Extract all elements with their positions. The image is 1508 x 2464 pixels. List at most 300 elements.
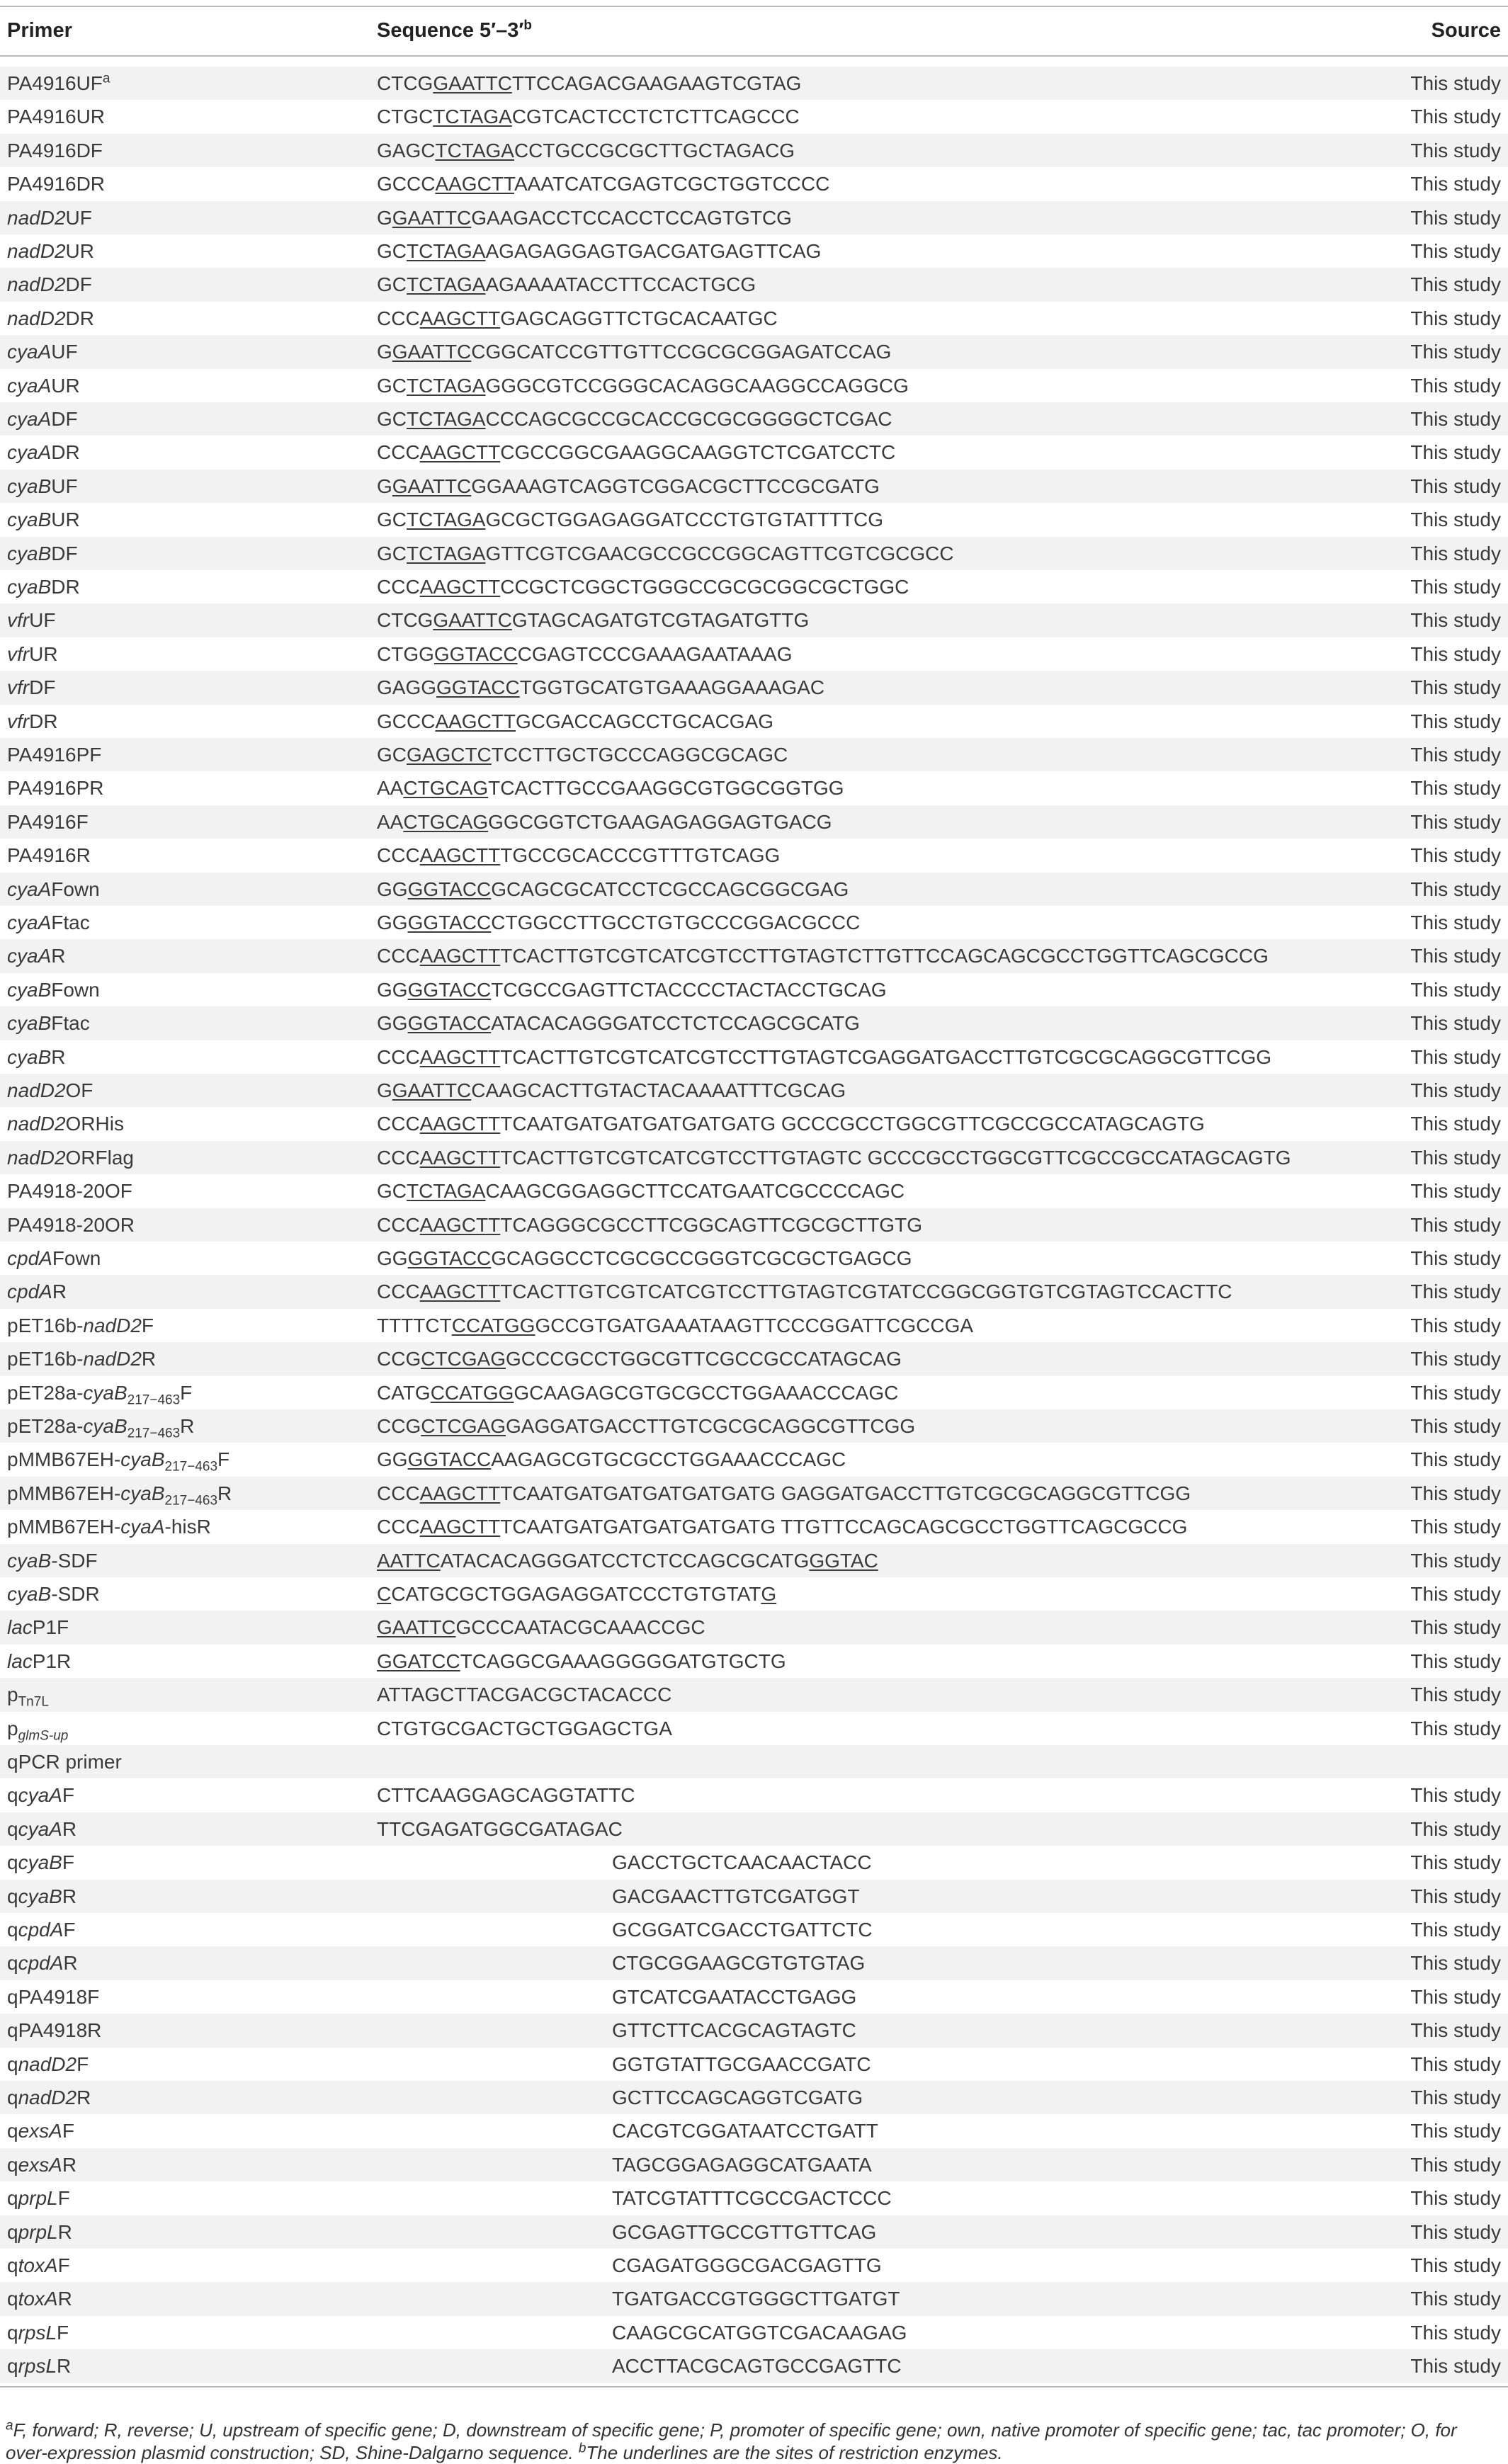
primer-sequence: GGAATTCGGAAAGTCAGGTCGGACGCTTCCGCGATG [377, 475, 880, 497]
primer-name: PA4916UR [7, 106, 106, 128]
primer-name: cyaB-SDR [7, 1583, 100, 1605]
primer-sequence: CCCAAGCTTTCAATGATGATGATGATGATG GAGGATGACCTTGTCGCGCAGGCGTTCGG [377, 1482, 1191, 1504]
primer-name: pMMB67EH-cyaB$_{217-463}$R [7, 1482, 232, 1509]
primer-source: This study [1410, 475, 1501, 497]
table-row [0, 268, 1508, 301]
primer-sequence: TGATGACCGTGGGCTTGATGT [612, 2288, 900, 2310]
primer-source: This study [1410, 844, 1501, 867]
primer-sequence: GGATCCTCAGGCGAAAGGGGGATGTGCTG [377, 1650, 786, 1672]
primer-sequence: GTCATCGAATACCTGAGG [612, 1985, 857, 2008]
primer-sequence: CCCAAGCTTCCGCTCGGCTGGGCCGCGCGGCGCTGGC [377, 576, 909, 598]
primer-source: This study [1410, 810, 1501, 833]
table-row [0, 503, 1508, 536]
primer-sequence: GAATTCGCCCAATACGCAAACCGC [377, 1616, 705, 1639]
table-row [0, 1712, 1508, 1745]
restriction-site: GGTAC [809, 1549, 878, 1572]
primer-source: This study [1410, 1784, 1501, 1807]
primer-source: This study [1410, 2019, 1501, 2042]
table-row [0, 2349, 1508, 2383]
primer-sequence: CATGCCATGGGCAAGAGCGTGCGCCTGGAAACCCAGC [377, 1381, 899, 1404]
primer-name: nadD2DF [7, 273, 92, 296]
primer-source: This study [1410, 1516, 1501, 1538]
primer-sequence: CCCAAGCTTTCACTTGTCGTCATCGTCCTTGTAGTC GCCCGCCTGGCGTTCGCCGCCATAGCAGTG [377, 1146, 1291, 1169]
restriction-site: AAGCTT [419, 1281, 501, 1303]
primer-sequence: GCCCAAGCTTGCGACCAGCCTGCACGAG [377, 710, 774, 732]
table-row [0, 603, 1508, 637]
primer-name: PA4916PR [7, 777, 104, 800]
primer-name: PA4916R [7, 844, 91, 867]
restriction-site: AAGCTT [419, 945, 501, 967]
primer-name: cyaBFown [7, 978, 100, 1001]
primer-sequence: GCCCAAGCTTAAATCATCGAGTCGCTGGTCCCC [377, 173, 830, 195]
primer-source: This study [1410, 978, 1501, 1001]
restriction-site: GAATTC [392, 206, 472, 229]
primer-sequence: AATTCATACACAGGGATCCTCTCCAGCGCATGGGTAC [377, 1549, 878, 1572]
table-row [0, 1443, 1508, 1476]
primer-source: This study [1410, 1482, 1501, 1504]
table-row [0, 939, 1508, 972]
primer-sequence: GCTTCCAGCAGGTCGATG [612, 2087, 863, 2108]
primer-source: This study [1410, 676, 1501, 699]
primer-source: This study [1410, 2187, 1501, 2210]
primer-source: This study [1410, 1650, 1501, 1672]
primer-name: vfrDF [7, 676, 56, 699]
primer-sequence: GACGAACTTGTCGATGGT [612, 1885, 860, 1907]
primer-sequence: CTCGGAATTCTTCCAGACGAAGAAGTCGTAG [377, 72, 802, 94]
primer-sequence: CTGGGGTACCCGAGTCCCGAAAGAATAAAG [377, 642, 793, 665]
primer-source: This study [1410, 341, 1501, 363]
primer-source: This study [1410, 1583, 1501, 1605]
primer-source: This study [1410, 642, 1501, 665]
primer-sequence: CCCAAGCTTGAGCAGGTTCTGCACAATGC [377, 307, 778, 329]
table-row [0, 2048, 1508, 2081]
primer-name: PA4916PF [7, 744, 102, 766]
primer-source: This study [1410, 1314, 1501, 1336]
table-header-rule [0, 55, 1508, 57]
table-row [0, 1745, 1508, 1778]
table-row [0, 1880, 1508, 1913]
primer-source: This study [1410, 2153, 1501, 2176]
restriction-site: CTGCAG [403, 810, 489, 833]
primer-name: vfrUF [7, 609, 56, 632]
table-row [0, 1141, 1508, 1174]
primer-source: This study [1410, 1146, 1501, 1169]
primer-name: pET28a-cyaB$_{217-463}$R [7, 1415, 195, 1441]
primer-name: qrpsLF [7, 2321, 69, 2344]
primer-source: This study [1410, 206, 1501, 229]
primer-name: lacP1F [7, 1616, 69, 1639]
restriction-site: TCTAGA [433, 106, 512, 128]
table-header [0, 7, 1508, 54]
primer-name: qtoxAR [7, 2288, 72, 2310]
primer-source: This study [1410, 1684, 1501, 1706]
primer-sequence: TTTTCTCCATGGGCCGTGATGAAATAAGTTCCCGGATTCGCCGA [377, 1314, 974, 1336]
table-row [0, 1510, 1508, 1543]
table-row [0, 1477, 1508, 1510]
primer-name: cyaADR [7, 441, 80, 464]
table-row [0, 537, 1508, 570]
primer-sequence: CAAGCGCATGGTCGACAAGAG [612, 2321, 907, 2344]
restriction-site: G [761, 1583, 777, 1605]
table-row [0, 2249, 1508, 2282]
table-row [0, 1174, 1508, 1208]
primer-sequence: CTGTGCGACTGCTGGAGCTGA [377, 1717, 672, 1739]
primer-name: pMMB67EH-cyaB$_{217-463}$F [7, 1448, 230, 1475]
primer-sequence: CCGCTCGAGGCCCGCCTGGCGTTCGCCGCCATAGCAG [377, 1348, 902, 1370]
primer-name: PA4916DR [7, 173, 106, 195]
primer-sequence: GCTCTAGAAGAAAATACCTTCCACTGCG [377, 273, 756, 296]
table-row [0, 1074, 1508, 1107]
table-row [0, 470, 1508, 503]
table-row [0, 1946, 1508, 1980]
primer-source: This study [1410, 307, 1501, 329]
restriction-site: GAATTC [392, 475, 472, 497]
restriction-site: AAGCTT [435, 710, 516, 732]
primer-name: nadD2ORHis [7, 1113, 124, 1135]
restriction-site: AAGCTT [419, 1113, 501, 1135]
primer-name: pET16b-nadD2R [7, 1348, 157, 1370]
table-row [0, 234, 1508, 268]
table-bottom-rule [0, 2386, 1508, 2388]
primer-sequence: AACTGCAGGGCGGTCTGAAGAGAGGAGTGACG [377, 810, 832, 833]
table-row [0, 1376, 1508, 1409]
primer-source: This study [1410, 1952, 1501, 1975]
table-row [0, 1812, 1508, 1846]
restriction-site: AAGCTT [419, 307, 501, 329]
primer-name: lacP1R [7, 1650, 72, 1672]
primer-name: cyaBUR [7, 509, 80, 531]
primer-sequence: CGAGATGGGCGACGAGTTG [612, 2254, 882, 2276]
primer-name: qnadD2R [7, 2087, 91, 2108]
restriction-site: AAGCTT [419, 1045, 501, 1068]
primer-name: PA4916F [7, 810, 89, 833]
table-row [0, 436, 1508, 469]
primer-sequence: TTCGAGATGGCGATAGAC [377, 1817, 623, 1840]
table-row [0, 1309, 1508, 1342]
primer-name: PA4918-20OF [7, 1180, 132, 1203]
primer-source: This study [1410, 1817, 1501, 1840]
restriction-site: AAGCTT [419, 1482, 501, 1504]
table-row [0, 771, 1508, 805]
primer-name: qnadD2F [7, 2053, 89, 2075]
primer-name: nadD2DR [7, 307, 94, 329]
primer-sequence: CCATGCGCTGGAGAGGATCCCTGTGTATG [377, 1583, 777, 1605]
footnote-b: The underlines are the sites of restriction enzymes. [586, 2442, 1003, 2463]
table-row [0, 1107, 1508, 1140]
restriction-site: TCTAGA [407, 374, 486, 397]
table-row [0, 167, 1508, 200]
restriction-site: AAGCTT [419, 1516, 501, 1538]
primer-sequence: GAGCTCTAGACCTGCCGCGCTTGCTAGACG [377, 139, 795, 161]
primer-sequence: CCCAAGCTTTCAGGGCGCCTTCGGCAGTTCGCGCTTGTG [377, 1213, 922, 1236]
primer-sequence: GGAATTCGAAGACCTCCACCTCCAGTGTCG [377, 206, 792, 229]
primer-source: This study [1410, 273, 1501, 296]
table-row [0, 2282, 1508, 2315]
primer-source: This study [1410, 72, 1501, 94]
restriction-site: TCTAGA [407, 273, 486, 296]
primer-name: qcyaBF [7, 1851, 74, 1874]
primer-source: This study [1410, 1113, 1501, 1135]
primer-name: vfrDR [7, 710, 58, 732]
primer-sequence: GGGGTACCTCGCCGAGTTCTACCCCTACTACCTGCAG [377, 978, 887, 1001]
table-footnote: $^a$F, forward; R, reverse; U, upstream of specific gene; D, downstream of specific gene; P, promoter of specific gene; own, native promoter of specific gene; tac, tac promoter; O, for over-expression plasmid construction; SD, Shine-Dalgarno sequence. $^b$The underlines are the sites of restriction enzymes. [6, 2418, 1457, 2463]
table-row [0, 369, 1508, 402]
restriction-site: AATTC [377, 1549, 441, 1572]
primer-sequence: ATTAGCTTACGACGCTACACCC [377, 1684, 672, 1706]
primer-sequence: GCTCTAGAGGGCGTCCGGGCACAGGCAAGGCCAGGCG [377, 374, 909, 397]
table-row [0, 335, 1508, 368]
primer-sequence: GCGGATCGACCTGATTCTC [612, 1919, 873, 1941]
table-row [0, 1275, 1508, 1308]
primer-sequence: GCTCTAGACAAGCGGAGGCTTCCATGAATCGCCCCAGC [377, 1180, 905, 1203]
primer-name: cyaBR [7, 1045, 66, 1068]
primer-source: This study [1410, 1851, 1501, 1874]
header-primer: Primer [7, 19, 72, 42]
table-row [0, 1577, 1508, 1611]
primer-name: qPCR primer [7, 1751, 122, 1773]
primer-source: This study [1410, 1985, 1501, 2008]
primer-name: cyaAR [7, 945, 66, 967]
primer-name: qPA4918R [7, 2019, 102, 2042]
restriction-site: GAATTC [377, 1616, 456, 1639]
primer-source: This study [1410, 2053, 1501, 2075]
restriction-site: GGATCC [377, 1650, 460, 1672]
primer-source: This study [1410, 1717, 1501, 1739]
restriction-site: TCTAGA [435, 139, 514, 161]
header-sequence: Sequence $5'-3'^b$ [377, 18, 532, 42]
primer-sequence: CTCGGAATTCGTAGCAGATGTCGTAGATGTTG [377, 609, 810, 632]
primer-source: This study [1410, 509, 1501, 531]
primer-source: This study [1410, 777, 1501, 800]
table-row [0, 738, 1508, 771]
primer-source: This study [1410, 710, 1501, 732]
primer-source: This study [1410, 1616, 1501, 1639]
primer-name: PA4918-20OR [7, 1213, 135, 1236]
primer-source: This study [1410, 1213, 1501, 1236]
primer-name: qcyaAF [7, 1784, 74, 1807]
table-row [0, 201, 1508, 234]
table-row [0, 402, 1508, 436]
primer-source: This study [1410, 374, 1501, 397]
primer-name: cyaAUR [7, 374, 80, 397]
primer-source: This study [1410, 240, 1501, 262]
restriction-site: GAATTC [433, 609, 512, 632]
primer-name: $PA4916UF^a$ [7, 71, 110, 94]
primer-name: cyaB-SDF [7, 1549, 98, 1572]
table-row [0, 1544, 1508, 1577]
primer-source: This study [1410, 542, 1501, 564]
primer-name: $p_{Tn7L}$ [7, 1684, 49, 1710]
restriction-site: TCTAGA [407, 240, 486, 262]
table-row [0, 1006, 1508, 1040]
table-row [0, 1778, 1508, 1812]
primer-name: cpdAFown [7, 1247, 101, 1269]
primer-sequence: GCTCTAGAAGAGAGGAGTGACGATGAGTTCAG [377, 240, 822, 262]
primer-name: pET16b-nadD2F [7, 1314, 154, 1336]
primer-source: This study [1410, 1247, 1501, 1269]
footnote-a: F, forward; R, reverse; U, upstream of specific gene; D, downstream of specific gene; P, promoter of specific gene; own, native promoter of specific gene; tac, tac promoter; O, for over-expression plasmid construction; SD, Shine-Dalgarno sequence. [6, 2419, 1457, 2463]
table-row [0, 873, 1508, 906]
primer-name: qcpdAF [7, 1919, 76, 1941]
table-row [0, 705, 1508, 738]
primer-source: This study [1410, 1549, 1501, 1572]
table-row [0, 1846, 1508, 1879]
table-row [0, 1409, 1508, 1443]
primer-sequence: GCTCTAGAGTTCGTCGAACGCCGCCGGCAGTTCGTCGCGCC [377, 542, 954, 564]
primer-sequence: CACGTCGGATAATCCTGATT [612, 2120, 878, 2142]
primer-name: qcyaAR [7, 1817, 77, 1840]
table-row [0, 2316, 1508, 2349]
table-row [0, 1208, 1508, 1242]
restriction-site: CTCGAG [421, 1348, 506, 1370]
primer-source: This study [1410, 1281, 1501, 1303]
primer-sequence: CCCAAGCTTTGCCGCACCCGTTTGTCAGG [377, 844, 781, 867]
primer-source: This study [1410, 173, 1501, 195]
primer-name: nadD2UR [7, 240, 94, 262]
restriction-site: GGTACC [436, 676, 520, 699]
table-row [0, 2114, 1508, 2147]
primer-name: cyaBDF [7, 542, 78, 564]
primer-name: qcpdAR [7, 1952, 78, 1975]
table-row [0, 2081, 1508, 2114]
primer-name: nadD2OF [7, 1079, 93, 1101]
primer-source: This study [1410, 912, 1501, 933]
restriction-site: GAGCTC [407, 744, 492, 766]
primer-sequence: CCCAAGCTTTCACTTGTCGTCATCGTCCTTGTAGTCGTATCCGGCGGTGTCGTAGTCCACTTC [377, 1281, 1232, 1303]
table-row [0, 1611, 1508, 1644]
primer-source: This study [1410, 576, 1501, 598]
primer-sequence: CCCAAGCTTTCACTTGTCGTCATCGTCCTTGTAGTCGAGGATGACCTTGTCGCGCAGGCGTTCGG [377, 1045, 1272, 1068]
restriction-site: AAGCTT [419, 1146, 501, 1169]
primer-source: This study [1410, 1885, 1501, 1907]
primer-source: This study [1410, 1415, 1501, 1437]
primer-source: This study [1410, 1348, 1501, 1370]
table-row [0, 100, 1508, 133]
restriction-site: TCTAGA [407, 408, 486, 430]
restriction-site: C [377, 1583, 392, 1605]
restriction-site: AAGCTT [419, 576, 501, 598]
restriction-site: AAGCTT [419, 1213, 501, 1236]
primer-source: This study [1410, 2288, 1501, 2310]
primer-sequence: CCCAAGCTTTCAATGATGATGATGATGATG GCCCGCCTGGCGTTCGCCGCCATAGCAGTG [377, 1113, 1205, 1135]
primer-sequence: GAGGGGTACCTGGTGCATGTGAAAGGAAAGAC [377, 676, 825, 699]
primer-sequence: GGAATTCCAAGCACTTGTACTACAAAATTTCGCAG [377, 1079, 846, 1101]
restriction-site: GGTACC [407, 1247, 492, 1269]
restriction-site: AAGCTT [419, 844, 501, 867]
restriction-site: CTGCAG [403, 777, 489, 800]
primer-sequence: CCCAAGCTTCGCCGGCGAAGGCAAGGTCTCGATCCTC [377, 441, 896, 464]
primer-source: This study [1410, 945, 1501, 967]
table-row [0, 1678, 1508, 1711]
primer-source: This study [1410, 1180, 1501, 1203]
primer-name: $p_{glmS-up}$ [7, 1717, 69, 1744]
table-row [0, 570, 1508, 603]
primer-name: cyaADF [7, 408, 78, 430]
restriction-site: CCATGG [430, 1381, 514, 1404]
primer-source: This study [1410, 1448, 1501, 1471]
primer-source: This study [1410, 408, 1501, 430]
restriction-site: TCTAGA [407, 542, 486, 564]
primer-sequence: CTGCTCTAGACGTCACTCCTCTCTTCAGCCC [377, 106, 800, 128]
primer-source: This study [1410, 2220, 1501, 2243]
primer-sequence: GGAATTCCGGCATCCGTTGTTCCGCGCGGAGATCCAG [377, 341, 892, 363]
primer-name: cyaAUF [7, 341, 78, 363]
restriction-site: TCTAGA [407, 1180, 486, 1203]
primer-name: qprpLF [7, 2187, 70, 2210]
primer-name: cyaBUF [7, 475, 78, 497]
primer-sequence: GGGGTACCCTGGCCTTGCCTGTGCCCGGACGCCC [377, 912, 861, 933]
table-row [0, 302, 1508, 335]
restriction-site: GGTACC [407, 1012, 492, 1035]
restriction-site: AAGCTT [419, 441, 501, 464]
primer-source: This study [1410, 2254, 1501, 2276]
primer-name: qPA4918F [7, 1985, 100, 2008]
table-row [0, 1040, 1508, 1074]
table-row [0, 805, 1508, 839]
primer-sequence: GCTCTAGACCCAGCGCCGCACCGCGCGGGGCTCGAC [377, 408, 892, 430]
primer-source: This study [1410, 2120, 1501, 2142]
primer-sequence: GTTCTTCACGCAGTAGTC [612, 2019, 856, 2042]
restriction-site: CTCGAG [421, 1415, 506, 1437]
primer-name: nadD2UF [7, 206, 92, 229]
table-row [0, 67, 1508, 100]
primer-name: qrpsLR [7, 2355, 72, 2378]
table-row [0, 637, 1508, 671]
restriction-site: GGTACC [433, 642, 518, 665]
header-source: Source [1431, 19, 1501, 42]
primer-source: This study [1410, 2321, 1501, 2344]
table-row [0, 1913, 1508, 1946]
restriction-site: GGTACC [407, 878, 492, 900]
primer-name: cyaAFown [7, 878, 100, 900]
table-row [0, 671, 1508, 704]
table-row [0, 1242, 1508, 1275]
primer-name: qexsAF [7, 2120, 74, 2142]
primer-name: cyaBDR [7, 576, 80, 598]
table-row [0, 2181, 1508, 2215]
table-row [0, 2014, 1508, 2047]
primer-sequence: GCTCTAGAGCGCTGGAGAGGATCCCTGTGTATTTTCG [377, 509, 884, 531]
primer-name: qprpLR [7, 2220, 72, 2243]
table-row [0, 906, 1508, 939]
primer-name: qcyaBR [7, 1885, 77, 1907]
primer-source: This study [1410, 2087, 1501, 2108]
primer-name: pET28a-cyaB$_{217-463}$F [7, 1381, 193, 1408]
primer-name: cyaAFtac [7, 912, 90, 933]
restriction-site: GGTACC [407, 1448, 492, 1471]
primer-sequence: CCCAAGCTTTCAATGATGATGATGATGATG TTGTTCCAGCAGCGCCTGGTTCAGCGCCG [377, 1516, 1188, 1538]
table-row [0, 2215, 1508, 2249]
primer-sequence: GCGAGTTGCCGTTGTTCAG [612, 2220, 877, 2243]
primer-sequence: GGGGTACCAAGAGCGTGCGCCTGGAAACCCAGC [377, 1448, 846, 1471]
primer-name: pMMB67EH-cyaA-hisR [7, 1516, 211, 1538]
primer-sequence: GCGAGCTCTCCTTGCTGCCCAGGCGCAGC [377, 744, 788, 766]
primer-sequence: CCCAAGCTTTCACTTGTCGTCATCGTCCTTGTAGTCTTGTTCCAGCAGCGCCTGGTTCAGCGCCG [377, 945, 1269, 967]
primer-source: This study [1410, 1919, 1501, 1941]
table-row [0, 839, 1508, 872]
primer-name: cyaBFtac [7, 1012, 90, 1035]
primer-source: This study [1410, 1381, 1501, 1404]
primer-name: qexsAR [7, 2153, 77, 2176]
primer-name: qtoxAF [7, 2254, 70, 2276]
primer-sequence: GGGGTACCGCAGGCCTCGCGCCGGGTCGCGCTGAGCG [377, 1247, 912, 1269]
primer-source: This study [1410, 878, 1501, 900]
restriction-site: GGTACC [407, 912, 492, 933]
primer-sequence: CTGCGGAAGCGTGTGTAG [612, 1952, 866, 1975]
primer-source: This study [1410, 106, 1501, 128]
restriction-site: AAGCTT [435, 173, 514, 195]
primer-source: This study [1410, 609, 1501, 632]
